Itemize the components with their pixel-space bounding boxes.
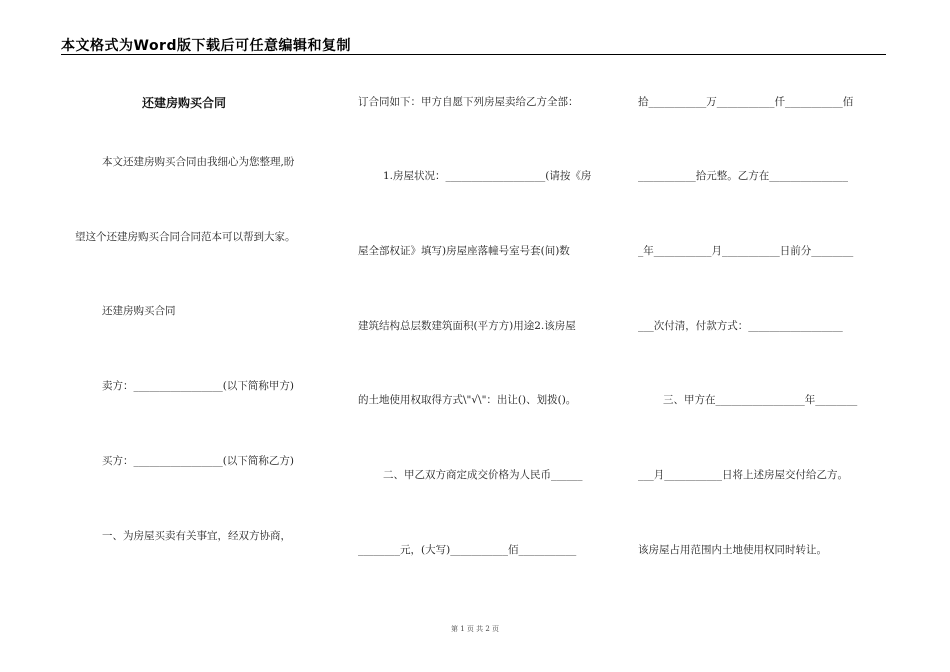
buyer-line: 买方：_________________(以下简称乙方)	[102, 455, 294, 467]
text-line: 本文还建房购买合同由我细心为您整理,盼	[102, 156, 295, 168]
text-line: 建筑结构总层数建筑面积(平方方)用途2.该房屋	[358, 320, 576, 332]
text-line: 拾___________万___________仟___________佰	[638, 96, 854, 108]
text-line: 望这个还建房购买合同合同范本可以帮到大家。	[75, 231, 296, 243]
text-line: 该房屋占用范围内土地使用权同时转让。	[638, 544, 827, 556]
text-line: 一、为房屋买卖有关事宜，经双方协商，	[102, 530, 291, 542]
document-title: 还建房购买合同	[142, 96, 227, 110]
text-line: 1.房屋状况：___________________(请按《房	[383, 170, 592, 182]
text-line: 二、甲乙双方商定成交价格为人民币______	[383, 469, 583, 481]
text-line: 屋全部权证》填写)房屋座落幢号室号套(间)数	[358, 245, 570, 257]
header-divider	[61, 54, 886, 55]
text-line: ___月___________日将上述房屋交付给乙方。	[638, 469, 848, 481]
section-heading: 还建房购买合同	[102, 305, 176, 317]
page-footer: 第 1 页 共 2 页	[450, 625, 500, 633]
text-line: 的土地使用权取得方式\"√\"：出让()、划拨()。	[358, 394, 577, 406]
seller-line: 卖方：_________________(以下简称甲方)	[102, 380, 294, 392]
text-line: ________元，(大写)___________佰___________	[358, 544, 577, 556]
page-header-title: 本文格式为Word版下载后可任意编辑和复制	[61, 38, 351, 54]
text-line: 订合同如下：甲方自愿下列房屋卖给乙方全部：	[358, 96, 579, 108]
text-line: 三、甲方在_________________年________	[663, 394, 858, 406]
text-line: ___次付清，付款方式：__________________	[638, 320, 843, 332]
text-line: _年___________月___________日前分________	[638, 245, 854, 257]
text-line: ___________拾元整。乙方在_______________	[638, 170, 848, 182]
